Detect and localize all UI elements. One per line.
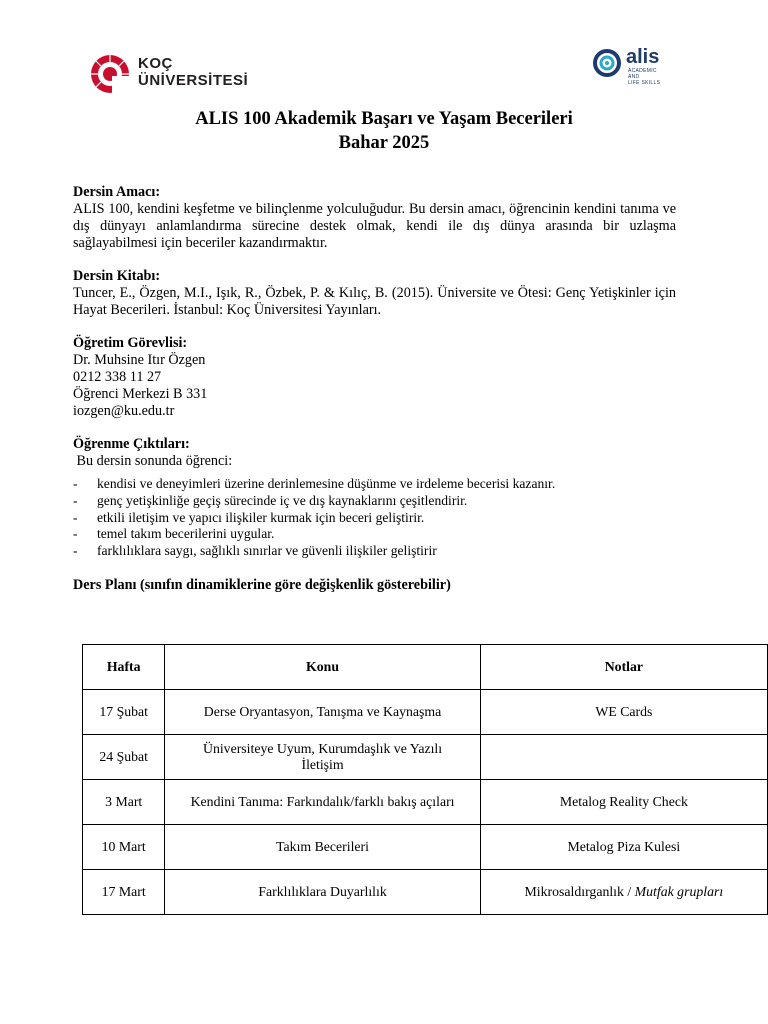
outcomes-heading: Öğrenme Çıktıları: — [73, 436, 190, 452]
cell-week: 17 Mart — [83, 870, 165, 915]
outcomes-intro: Bu dersin sonunda öğrenci: — [73, 453, 233, 469]
purpose-heading: Dersin Amacı: — [73, 184, 161, 200]
cell-week: 3 Mart — [83, 780, 165, 825]
bullet-dash: - — [73, 509, 78, 525]
alis-logo — [592, 46, 712, 90]
outcome-text: etkili iletişim ve yapıcı ilişkiler kurmak için beceri geliştirir. — [97, 509, 425, 525]
koc-logo-line1: KOÇ — [138, 55, 173, 72]
table-row — [83, 780, 768, 825]
cell-topic-line2: İletişim — [301, 757, 344, 772]
list-item — [73, 493, 693, 510]
cell-topic-line1: Üniversiteye Uyum, Kurumdaşlık ve Yazılı — [202, 741, 443, 756]
table-header-row — [83, 645, 768, 690]
course-title: ALIS 100 Akademik Başarı ve Yaşam Becerileri — [195, 109, 573, 129]
bullet-dash: - — [73, 526, 78, 542]
instructor-email[interactable]: iozgen@ku.edu.tr — [73, 403, 175, 419]
cell-topic: Farklılıklara Duyarlılık — [165, 870, 480, 915]
course-plan-table — [82, 644, 768, 915]
cell-notes-plain: Mikrosaldırganlık / — [524, 884, 635, 899]
cell-notes: Metalog Piza Kulesi — [480, 825, 767, 870]
outcome-text: kendisi ve deneyimleri üzerine derinlemesine düşünme ve irdeleme becerisi kazanır. — [97, 476, 556, 491]
instructor-office: Öğrenci Merkezi B 331 — [73, 386, 208, 402]
table-row — [83, 825, 768, 870]
cell-week: 24 Şubat — [83, 735, 165, 780]
list-item — [73, 476, 693, 493]
column-header-topic: Konu — [165, 645, 480, 690]
bullet-dash: - — [73, 492, 78, 508]
list-item — [73, 543, 693, 560]
alis-logo-word: alis — [626, 46, 660, 68]
cell-week: 10 Mart — [83, 825, 165, 870]
outcome-text: genç yetişkinliğe geçiş sürecinde iç ve dış kaynaklarını çeşitlendirir. — [97, 492, 468, 508]
outcome-text: farklılıklara saygı, sağlıklı sınırlar ve güvenli ilişkiler geliştirir — [97, 543, 437, 559]
cell-notes-italic: Mutfak grupları — [634, 884, 724, 899]
cell-notes — [480, 735, 767, 780]
book-heading: Dersin Kitabı: — [73, 268, 161, 284]
koc-university-logo — [88, 52, 258, 98]
outcomes-list — [73, 476, 693, 560]
bullet-dash: - — [73, 543, 78, 559]
column-header-notes: Notlar — [480, 645, 767, 690]
cell-topic: Kendini Tanıma: Farkındalık/farklı bakış açıları — [165, 780, 480, 825]
cell-topic: Derse Oryantasyon, Tanışma ve Kaynaşma — [165, 690, 480, 735]
koc-logo-line2: ÜNİVERSİTESİ — [138, 72, 249, 89]
cell-notes: Metalog Reality Check — [480, 780, 767, 825]
cell-topic — [165, 735, 480, 780]
bullet-dash: - — [73, 476, 78, 491]
cell-notes: WE Cards — [480, 690, 767, 735]
instructor-name: Dr. Muhsine Itır Özgen — [73, 352, 206, 368]
cell-notes — [480, 870, 767, 915]
outcome-text: temel takım becerilerini uygular. — [97, 526, 275, 542]
table-row — [83, 870, 768, 915]
course-term: Bahar 2025 — [338, 133, 430, 153]
alis-logo-sub1: ACADEMIC — [628, 68, 657, 74]
alis-logo-sub2: AND — [628, 74, 640, 80]
plan-heading: Ders Planı (sınıfın dinamiklerine göre değişkenlik gösterebilir) — [73, 577, 451, 593]
table-row — [83, 690, 768, 735]
column-header-week: Hafta — [83, 645, 165, 690]
alis-swirl-icon — [592, 48, 624, 78]
instructor-phone: 0212 338 11 27 — [73, 369, 162, 385]
alis-logo-sub3: LIFE SKILLS — [628, 80, 661, 86]
cell-topic: Takım Becerileri — [165, 825, 480, 870]
book-body: Tuncer, E., Özgen, M.I., Işık, R., Özbek, P. & Kılıç, B. (2015). Üniversite ve Ötesi: Genç Yetişkinler için Hayat Becerileri. İstanbul: Koç Üniversitesi Yayınları. — [73, 285, 676, 318]
instructor-heading: Öğretim Görevlisi: — [73, 335, 188, 351]
list-item — [73, 510, 693, 527]
table-row — [83, 735, 768, 780]
koc-emblem-icon — [88, 54, 132, 94]
list-item — [73, 526, 693, 543]
cell-week: 17 Şubat — [83, 690, 165, 735]
purpose-body: ALIS 100, kendini keşfetme ve bilinçlenme yolculuğudur. Bu dersin amacı, öğrencinin kendini tanıma ve dış dünyayı anlamlandırma sürecine destek olmak, kendi ile dış dünya arasında bir uzlaşma sağlayabilmesi için beceriler kazandırmaktır. — [73, 201, 676, 251]
